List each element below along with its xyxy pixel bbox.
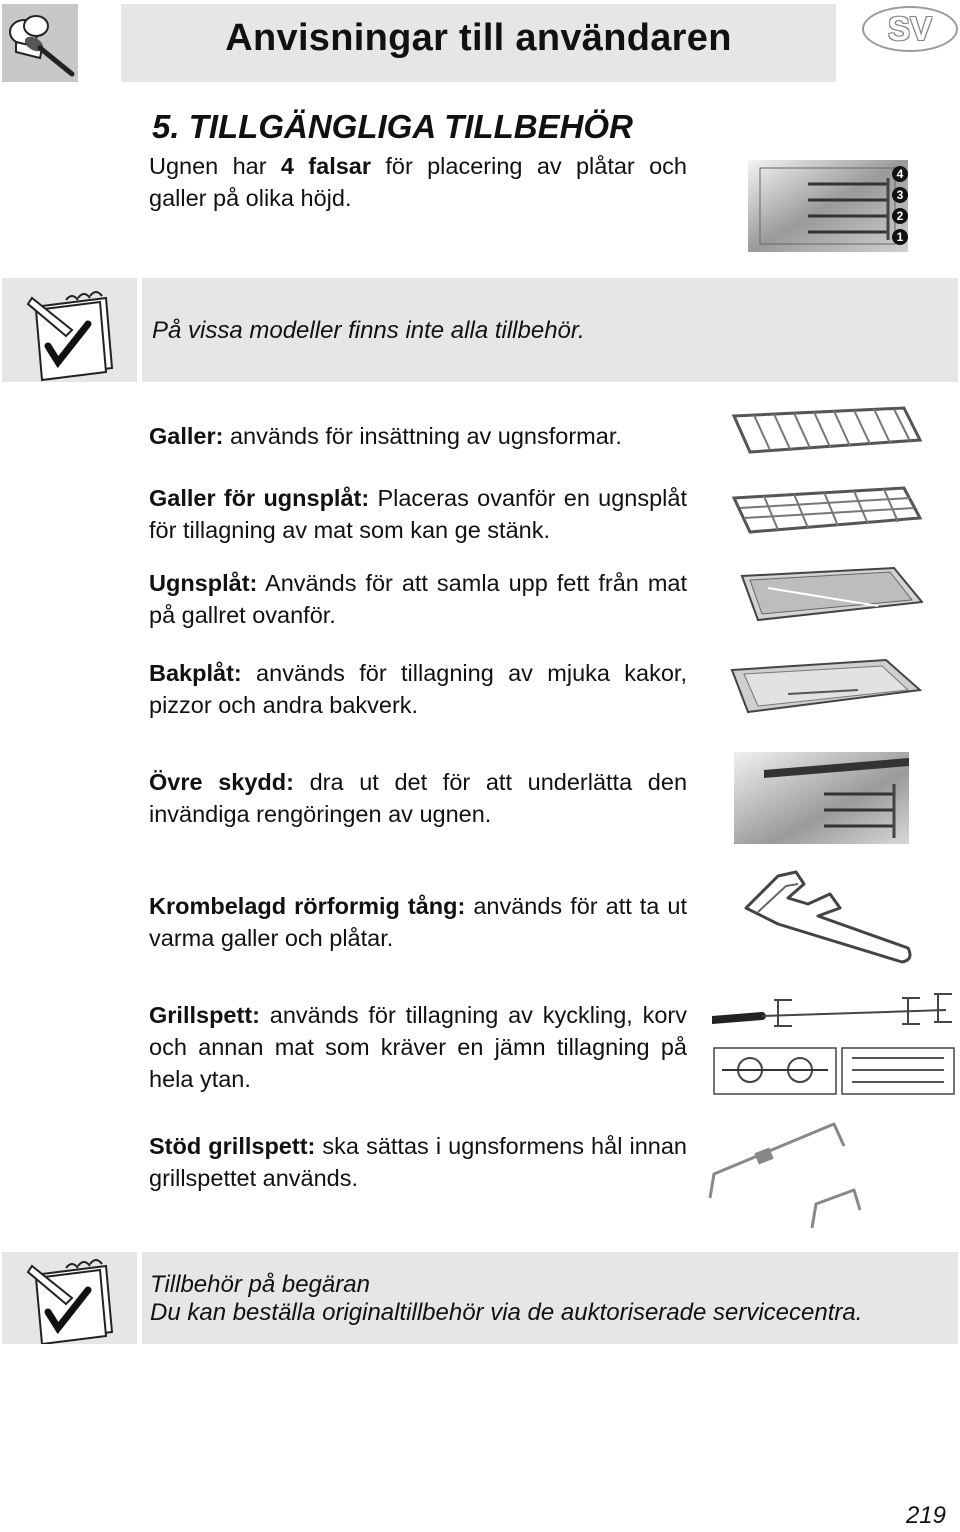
oven-tray-illustration (728, 562, 923, 628)
accessory-label: Ugnsplåt: (149, 570, 258, 596)
accessory-description: används för tillagning av kyckling, korv och annan mat som kräver en jämn tillagning på hela ytan. (149, 1002, 687, 1092)
intro-text-bold: 4 falsar (280, 153, 372, 179)
note-icon-box (2, 1252, 137, 1344)
accessory-item (149, 766, 687, 830)
page-header-title: Anvisningar till användaren (225, 17, 732, 59)
intro-text-post: för placering av plåtar och galler på olika höjd. (149, 153, 687, 211)
spit-support-illustration (704, 1118, 864, 1230)
intro-text-pre: Ugnen har (149, 153, 281, 179)
intro-paragraph (149, 150, 687, 214)
accessory-item (149, 567, 687, 631)
accessory-description: används för insättning av ugnsformar. (223, 423, 622, 449)
accessory-description: Används för att samla upp fett från mat på gallret ovanför. (149, 570, 687, 628)
spoon-hat-icon (2, 4, 78, 82)
language-badge: SV (862, 6, 958, 52)
accessory-item (149, 890, 687, 954)
accessory-item (149, 999, 687, 1095)
note-text: Du kan beställa originaltillbehör via de auktoriserade servicecentra. (150, 1299, 863, 1326)
shelf-number-badge: 1 (892, 229, 908, 245)
rack-illustration (728, 404, 923, 460)
note-title: Tillbehör på begäran (150, 1271, 370, 1298)
note-text: På vissa modeller finns inte alla tillbehör. (152, 317, 585, 344)
upper-guard-illustration (734, 744, 909, 844)
oven-shelves-illustration (748, 160, 908, 252)
tray-rack-illustration (728, 484, 923, 540)
accessory-label: Grillspett: (149, 1002, 260, 1028)
shelf-numbers (892, 166, 912, 245)
accessory-description: Placeras ovanför en ugnsplåt för tillagning av mat som kan ge stänk. (149, 485, 687, 543)
shelf-number-badge: 2 (892, 208, 908, 224)
accessory-item (149, 657, 687, 721)
accessory-item (149, 420, 687, 452)
accessory-label: Krombelagd rörformig tång: (149, 893, 466, 919)
accessory-description: dra ut det för att underlätta den invändiga rengöringen av ugnen. (149, 769, 688, 827)
shelf-number-badge: 3 (892, 187, 908, 203)
section-title: 5. TILLGÄNGLIGA TILLBEHÖR (152, 108, 633, 145)
accessory-description: används för att ta ut varma galler och plåtar. (149, 893, 687, 951)
accessory-label: Stöd grillspett: (149, 1133, 316, 1159)
baking-tray-illustration (728, 654, 923, 720)
rotisserie-spit-illustration (712, 992, 956, 1098)
accessory-label: Övre skydd: (149, 769, 294, 795)
brand-logo (2, 4, 78, 82)
accessory-item (149, 482, 687, 546)
notepad-check-icon (2, 1252, 137, 1344)
accessory-label: Bakplåt: (149, 660, 242, 686)
page-number: 219 (905, 1502, 946, 1529)
note-icon-box (2, 278, 137, 382)
tongs-illustration (738, 868, 916, 968)
shelf-number-badge: 4 (892, 166, 908, 182)
accessory-label: Galler: (149, 423, 224, 449)
notepad-check-icon (2, 278, 137, 382)
accessory-item (149, 1130, 687, 1194)
accessory-description: används för tillagning av mjuka kakor, pizzor och andra bakverk. (149, 660, 687, 718)
accessory-label: Galler för ugnsplåt: (149, 485, 370, 511)
accessory-description: ska sättas i ugnsformens hål innan grillspettet används. (149, 1133, 687, 1191)
